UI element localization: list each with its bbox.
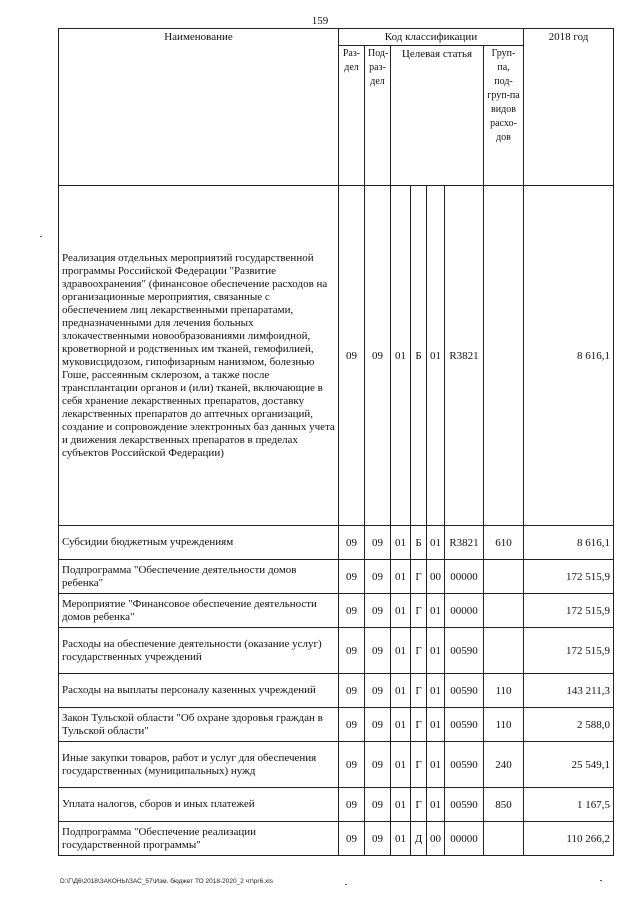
scan-speck: [345, 884, 347, 885]
row-name: Подпрограмма "Обеспечение реализации государственной программы": [59, 822, 339, 856]
row-target-direction: 00000: [445, 822, 484, 856]
row-target-subprogram: Б: [411, 186, 427, 526]
row-amount: 2 588,0: [524, 708, 614, 742]
row-expense-group: [484, 628, 524, 674]
header-name: Наименование: [59, 29, 339, 186]
row-target-direction: 00000: [445, 594, 484, 628]
row-amount: 1 167,5: [524, 788, 614, 822]
row-target-event: 01: [427, 186, 445, 526]
row-expense-group: 610: [484, 526, 524, 560]
row-amount: 110 266,2: [524, 822, 614, 856]
row-section: 09: [339, 708, 365, 742]
row-target-direction: 00590: [445, 788, 484, 822]
row-expense-group: 850: [484, 788, 524, 822]
row-target-subprogram: Г: [411, 788, 427, 822]
row-target-subprogram: Г: [411, 560, 427, 594]
row-target-program: 01: [391, 186, 411, 526]
row-target-program: 01: [391, 742, 411, 788]
row-amount: 8 616,1: [524, 526, 614, 560]
row-expense-group: [484, 594, 524, 628]
row-target-subprogram: Г: [411, 742, 427, 788]
header-year: 2018 год: [524, 29, 614, 186]
table-row: [59, 674, 614, 708]
row-target-subprogram: Б: [411, 526, 427, 560]
header-row-top: [59, 29, 614, 46]
row-target-event: 01: [427, 788, 445, 822]
table-row: [59, 594, 614, 628]
row-expense-group: [484, 822, 524, 856]
row-target-program: 01: [391, 526, 411, 560]
row-target-program: 01: [391, 628, 411, 674]
row-name: Расходы на выплаты персоналу казенных учреждений: [59, 674, 339, 708]
row-amount: 172 515,9: [524, 594, 614, 628]
table-row: [59, 560, 614, 594]
row-subsection: 09: [365, 822, 391, 856]
row-target-direction: 00590: [445, 674, 484, 708]
row-section: 09: [339, 560, 365, 594]
row-target-event: 01: [427, 708, 445, 742]
row-target-event: 00: [427, 560, 445, 594]
row-subsection: 09: [365, 788, 391, 822]
scan-speck: [40, 236, 42, 237]
row-section: 09: [339, 526, 365, 560]
row-section: 09: [339, 628, 365, 674]
row-target-program: 01: [391, 788, 411, 822]
row-amount: 8 616,1: [524, 186, 614, 526]
header-expense-group: Груп-па, под-груп-па видов расхо-дов: [484, 46, 524, 186]
row-target-direction: 00590: [445, 628, 484, 674]
row-amount: 172 515,9: [524, 560, 614, 594]
row-subsection: 09: [365, 708, 391, 742]
row-subsection: 09: [365, 742, 391, 788]
row-target-direction: 00590: [445, 708, 484, 742]
table-row: [59, 708, 614, 742]
row-section: 09: [339, 674, 365, 708]
row-target-direction: R3821: [445, 526, 484, 560]
row-subsection: 09: [365, 594, 391, 628]
table-body: [59, 186, 614, 856]
row-target-subprogram: Д: [411, 822, 427, 856]
row-expense-group: 110: [484, 674, 524, 708]
row-subsection: 09: [365, 628, 391, 674]
row-amount: 172 515,9: [524, 628, 614, 674]
row-expense-group: [484, 560, 524, 594]
row-target-event: 01: [427, 594, 445, 628]
row-target-direction: 00000: [445, 560, 484, 594]
row-target-event: 01: [427, 628, 445, 674]
row-section: 09: [339, 822, 365, 856]
row-target-program: 01: [391, 560, 411, 594]
row-target-direction: 00590: [445, 742, 484, 788]
row-subsection: 09: [365, 674, 391, 708]
row-target-program: 01: [391, 822, 411, 856]
table-row: [59, 742, 614, 788]
row-name: Расходы на обеспечение деятельности (оказание услуг) государственных учреждений: [59, 628, 339, 674]
row-name: Уплата налогов, сборов и иных платежей: [59, 788, 339, 822]
row-name: Реализация отдельных мероприятий государственной программы Российской Федерации "Развитие здравоохранения" (финансовое обеспечение расходов на организационные мероприятия, связанные с обеспечением лиц лекарственными препаратами, предназначенными для лечения больных злокачественными новообразованиями лимфоидной, кроветворной и родственных им тканей, гемофилией, муковисцидозом, гипофизарным нанизмом, болезнью Гоше, рассеянным склерозом, а также после трансплантации органов и (или) тканей, включающие в себя хранение лекарственных препаратов, доставку лекарственных препаратов до аптечных организаций, создание и сопровождение электронных баз данных учета и движения лекарственных препаратов в пределах субъектов Российской Федерации): [59, 186, 339, 526]
table-row: [59, 822, 614, 856]
row-subsection: 09: [365, 560, 391, 594]
header-target-article: Целевая статья: [391, 46, 484, 186]
table-row: [59, 186, 614, 526]
table-row: [59, 628, 614, 674]
row-section: 09: [339, 788, 365, 822]
row-name: Мероприятие "Финансовое обеспечение деятельности домов ребенка": [59, 594, 339, 628]
row-target-subprogram: Г: [411, 594, 427, 628]
row-section: 09: [339, 594, 365, 628]
row-target-program: 01: [391, 594, 411, 628]
table-row: [59, 526, 614, 560]
table-row: [59, 788, 614, 822]
scan-speck: [600, 880, 602, 881]
row-amount: 143 211,3: [524, 674, 614, 708]
row-expense-group: 110: [484, 708, 524, 742]
row-target-direction: R3821: [445, 186, 484, 526]
row-target-event: 01: [427, 742, 445, 788]
row-expense-group: [484, 186, 524, 526]
row-target-event: 00: [427, 822, 445, 856]
budget-table: [58, 28, 614, 856]
row-target-event: 01: [427, 526, 445, 560]
row-section: 09: [339, 742, 365, 788]
row-name: Иные закупки товаров, работ и услуг для обеспечения государственных (муниципальных) нужд: [59, 742, 339, 788]
row-target-subprogram: Г: [411, 674, 427, 708]
row-section: 09: [339, 186, 365, 526]
row-subsection: 09: [365, 526, 391, 560]
row-amount: 25 549,1: [524, 742, 614, 788]
header-code-group: Код классификации: [339, 29, 524, 46]
row-target-program: 01: [391, 708, 411, 742]
row-expense-group: 240: [484, 742, 524, 788]
row-name: Закон Тульской области "Об охране здоровья граждан в Тульской области": [59, 708, 339, 742]
file-path-footer: D:\Г\Д6\2018\ЗАКОНЫ\ЗАС_57\Изм. бюджет ТО 2018-2020_2 чт\pr6.xls: [60, 878, 273, 885]
row-name: Подпрограмма "Обеспечение деятельности домов ребенка": [59, 560, 339, 594]
page-number: 159: [311, 15, 329, 27]
header-section: Раз-дел: [339, 46, 365, 186]
header-subsection: Под-раз-дел: [365, 46, 391, 186]
row-target-subprogram: Г: [411, 708, 427, 742]
row-subsection: 09: [365, 186, 391, 526]
row-target-subprogram: Г: [411, 628, 427, 674]
row-name: Субсидии бюджетным учреждениям: [59, 526, 339, 560]
row-target-program: 01: [391, 674, 411, 708]
row-target-event: 01: [427, 674, 445, 708]
